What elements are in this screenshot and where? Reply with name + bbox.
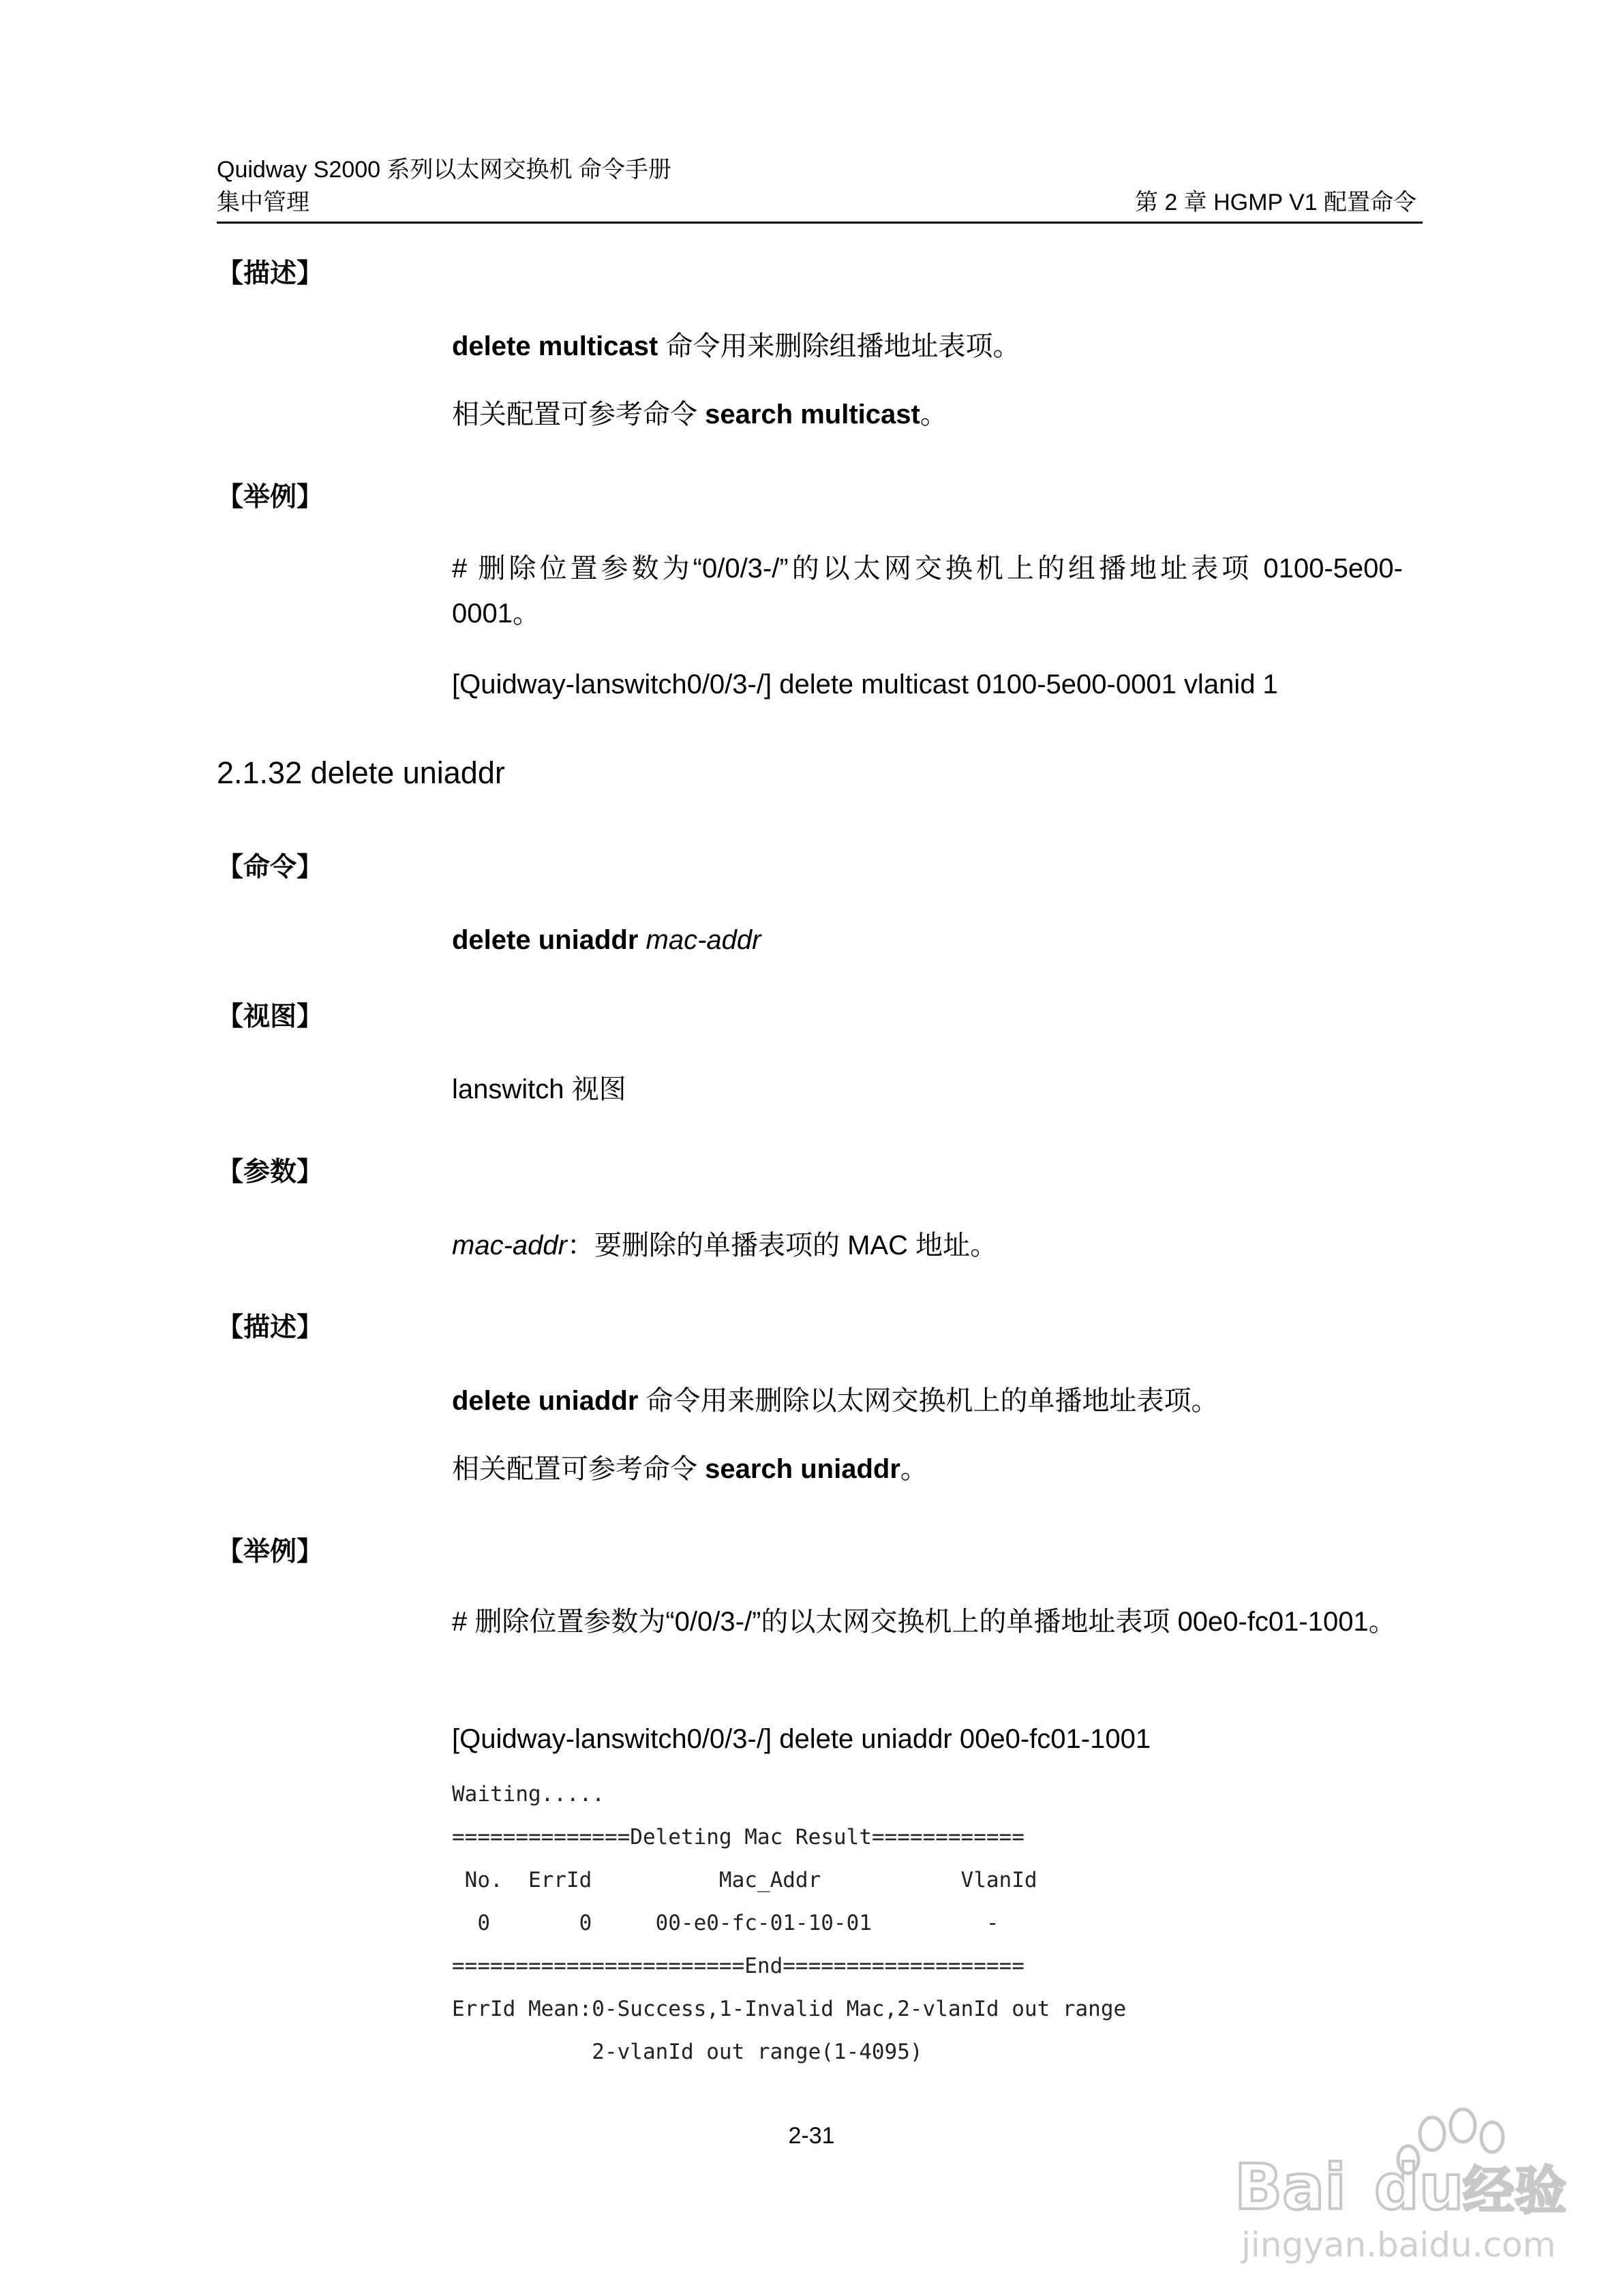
param-text: mac-addr：要删除的单播表项的 MAC 地址。	[452, 1230, 998, 1260]
example2-text: # 删除位置参数为“0/0/3-/”的以太网交换机上的单播地址表项 00e0-fc01-1001。	[452, 1607, 1396, 1637]
param-heading: 【参数】	[217, 1158, 324, 1187]
desc-heading: 【描述】	[217, 259, 324, 288]
output-line: =======================End===================	[452, 1954, 1025, 1978]
section-title: 2.1.32 delete uniaddr	[217, 755, 505, 790]
baidu-jingyan-watermark	[1234, 2106, 1568, 2270]
output-line: No. ErrId Mac_Addr VlanId	[452, 1868, 1037, 1892]
example2-heading: 【举例】	[217, 1537, 324, 1567]
view-heading: 【视图】	[217, 1002, 324, 1031]
svg-text:jingyan.baidu.com: jingyan.baidu.com	[1241, 2225, 1556, 2265]
svg-text:du: du	[1374, 2151, 1464, 2224]
example-command: [Quidway-lanswitch0/0/3-/] delete multicast 0100-5e00-0001 vlanid 1	[452, 669, 1278, 699]
example-heading: 【举例】	[217, 483, 324, 512]
output-line: ==============Deleting Mac Result============	[452, 1825, 1025, 1849]
cmd-syntax: delete uniaddr mac-addr	[452, 925, 761, 955]
desc2-line-1: delete uniaddr 命令用来删除以太网交换机上的单播地址表项。	[452, 1386, 1219, 1416]
view-text: lanswitch 视图	[452, 1074, 626, 1104]
desc-line-2: 相关配置可参考命令 search multicast。	[452, 399, 947, 429]
output-line: 2-vlanId out range(1-4095)	[452, 2040, 923, 2064]
header-title: Quidway S2000 系列以太网交换机 命令手册	[217, 157, 671, 183]
example2-command: [Quidway-lanswitch0/0/3-/] delete uniaddr 00e0-fc01-1001	[452, 1724, 1151, 1754]
desc2-line-2: 相关配置可参考命令 search uniaddr。	[452, 1454, 928, 1484]
desc-line-1: delete multicast 命令用来删除组播地址表项。	[452, 331, 1020, 361]
header-chapter: 第 2 章 HGMP V1 配置命令	[1134, 190, 1416, 215]
svg-text:经验: 经验	[1463, 2160, 1566, 2221]
example-text: # 删除位置参数为“0/0/3-/”的以太网交换机上的组播地址表项 0100-5e00-0001。	[452, 554, 1403, 629]
cmd-heading: 【命令】	[217, 853, 324, 882]
page-number: 2-31	[788, 2123, 835, 2149]
output-line: 0 0 00-e0-fc-01-10-01 -	[452, 1911, 999, 1935]
header-section: 集中管理	[217, 190, 309, 215]
svg-text:Bai: Bai	[1234, 2151, 1346, 2224]
header-rule	[217, 222, 1423, 224]
desc2-heading: 【描述】	[217, 1313, 324, 1342]
output-line: Waiting.....	[452, 1782, 605, 1807]
output-line: ErrId Mean:0-Success,1-Invalid Mac,2-vlanId out range	[452, 1997, 1127, 2021]
